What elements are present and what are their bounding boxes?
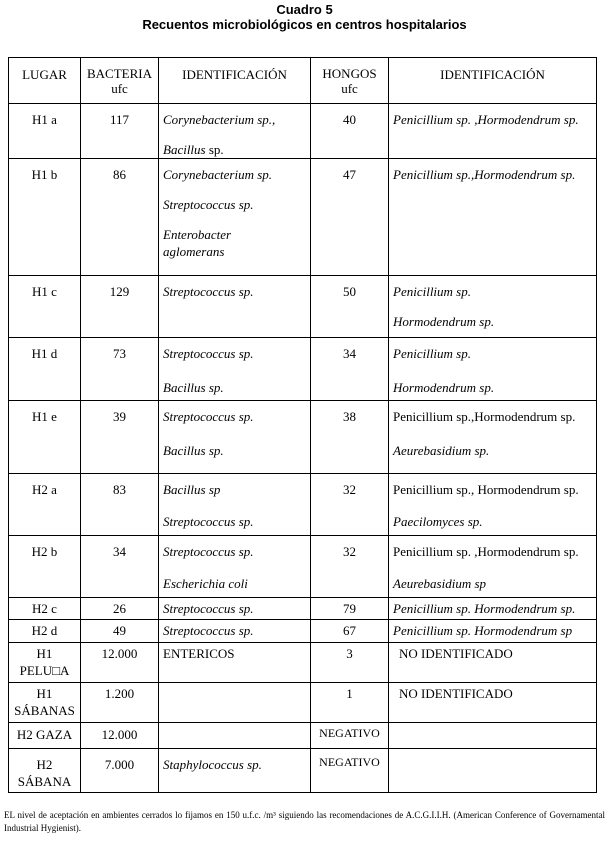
cell-bacteria-id: Corynebacterium sp. Streptococcus sp. Enterobacter aglomerans — [159, 159, 311, 276]
cell-hongos-id: Penicillium sp., Hormodendrum sp. Paecilomyces sp. — [389, 474, 597, 536]
table-row — [9, 620, 597, 643]
cell-hongos: NEGATIVO — [311, 749, 389, 793]
cell-bacteria-id: ENTERICOS — [159, 643, 311, 683]
cell-hongos: 1 — [311, 683, 389, 723]
cell-hongos-id: Penicillium sp. Hormodendrum sp. — [389, 276, 597, 338]
cell-hongos: 38 — [311, 401, 389, 474]
cell-bacteria: 129 — [81, 276, 159, 338]
cell-bacteria: 12.000 — [81, 723, 159, 749]
cell-lugar: H1 SÁBANAS — [9, 683, 81, 723]
table-row — [9, 749, 597, 793]
cell-bacteria: 26 — [81, 598, 159, 620]
cell-hongos: 40 — [311, 104, 389, 159]
cell-hongos-id — [389, 749, 597, 793]
cell-hongos-id — [389, 723, 597, 749]
cell-bacteria: 83 — [81, 474, 159, 536]
cell-bacteria: 1.200 — [81, 683, 159, 723]
cell-bacteria: 12.000 — [81, 643, 159, 683]
table-row — [9, 338, 597, 401]
header-bacteria: BACTERIA ufc — [81, 58, 159, 104]
header-lugar: LUGAR — [9, 58, 81, 104]
cell-lugar: H2 c — [9, 598, 81, 620]
cell-bacteria-id: Streptococcus sp. Escherichia coli — [159, 536, 311, 598]
cell-hongos-id: Penicillium sp. Hormodendrum sp — [389, 620, 597, 643]
header-identificacion-bacteria: IDENTIFICACIÓN — [159, 58, 311, 104]
table-row — [9, 683, 597, 723]
table-row — [9, 598, 597, 620]
table-row — [9, 474, 597, 536]
cell-lugar: H1 c — [9, 276, 81, 338]
cell-lugar: H1 PELU□A — [9, 643, 81, 683]
cell-hongos: 34 — [311, 338, 389, 401]
cell-bacteria-id: Bacillus sp Streptococcus sp. — [159, 474, 311, 536]
cell-bacteria: 117 — [81, 104, 159, 159]
table-row — [9, 401, 597, 474]
cell-hongos: 32 — [311, 536, 389, 598]
header-row — [9, 58, 597, 104]
cell-hongos: 67 — [311, 620, 389, 643]
cell-bacteria-id: Staphylococcus sp. — [159, 749, 311, 793]
table-row — [9, 159, 597, 276]
cell-hongos-id: NO IDENTIFICADO — [389, 683, 597, 723]
cell-bacteria: 39 — [81, 401, 159, 474]
cell-bacteria: 34 — [81, 536, 159, 598]
table-row — [9, 723, 597, 749]
table-row — [9, 104, 597, 159]
cell-bacteria-id: Streptococcus sp. — [159, 598, 311, 620]
caption-title: Cuadro 5 — [276, 2, 333, 17]
cell-bacteria-id: Corynebacterium sp., Bacillus sp. — [159, 104, 311, 159]
cell-lugar: H1 e — [9, 401, 81, 474]
cell-hongos: 32 — [311, 474, 389, 536]
cell-bacteria: 73 — [81, 338, 159, 401]
cell-bacteria-id: Streptococcus sp. Bacillus sp. — [159, 338, 311, 401]
cell-lugar: H1 b — [9, 159, 81, 276]
counts-table — [8, 57, 597, 793]
cell-hongos: 79 — [311, 598, 389, 620]
cell-bacteria-id: Streptococcus sp. — [159, 276, 311, 338]
cell-hongos: 50 — [311, 276, 389, 338]
cell-bacteria: 86 — [81, 159, 159, 276]
cell-bacteria: 7.000 — [81, 749, 159, 793]
cell-hongos-id: Penicillium sp.,Hormodendrum sp. — [389, 159, 597, 276]
cell-lugar: H2 a — [9, 474, 81, 536]
cell-hongos: 47 — [311, 159, 389, 276]
table-row — [9, 536, 597, 598]
cell-bacteria-id — [159, 683, 311, 723]
cell-hongos-id: Penicillium sp. Hormodendrum sp. — [389, 598, 597, 620]
header-hongos: HONGOS ufc — [311, 58, 389, 104]
cell-lugar: H2 SÁBANA — [9, 749, 81, 793]
cell-lugar: H1 a — [9, 104, 81, 159]
footnote: EL nivel de aceptación en ambientes cerrados lo fijamos en 150 u.f.c. /m³ siguiendo las recomendaciones de A.C.G.I.I.H. (American Conference of Governamental Industrial Hygienist). — [4, 810, 605, 833]
cell-lugar: H2 d — [9, 620, 81, 643]
cell-hongos: NEGATIVO — [311, 723, 389, 749]
cell-lugar: H2 GAZA — [9, 723, 81, 749]
cell-hongos-id: Penicillium sp. ,Hormodendrum sp. Aeurebasidium sp — [389, 536, 597, 598]
cell-hongos-id: Penicillium sp.,Hormodendrum sp. Aeurebasidium sp. — [389, 401, 597, 474]
cell-bacteria-id: Streptococcus sp. Bacillus sp. — [159, 401, 311, 474]
cell-hongos-id: Penicillium sp. Hormodendrum sp. — [389, 338, 597, 401]
table-row — [9, 276, 597, 338]
caption-subtitle: Recuentos microbiológicos en centros hospitalarios — [142, 17, 467, 32]
cell-bacteria-id: Streptococcus sp. — [159, 620, 311, 643]
cell-lugar: H1 d — [9, 338, 81, 401]
table-row — [9, 643, 597, 683]
cell-hongos-id: Penicillium sp. ,Hormodendrum sp. — [389, 104, 597, 159]
cell-bacteria-id — [159, 723, 311, 749]
cell-lugar: H2 b — [9, 536, 81, 598]
header-identificacion-hongos: IDENTIFICACIÓN — [389, 58, 597, 104]
cell-bacteria: 49 — [81, 620, 159, 643]
cell-hongos-id: NO IDENTIFICADO — [389, 643, 597, 683]
cell-hongos: 3 — [311, 643, 389, 683]
